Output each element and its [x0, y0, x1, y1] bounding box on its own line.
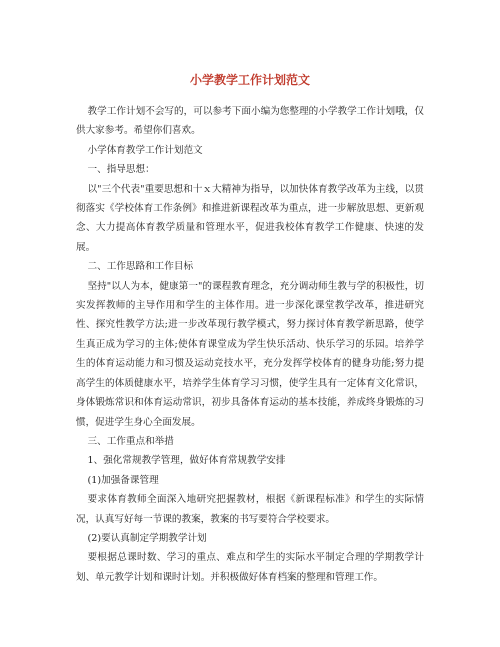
paragraph-semester-plan: 要根据总课时数、学习的重点、难点和学生的实际水平制定合理的学期教学计划、单元教学计划和课时计划。并积极做好体育档案的整理和管理工作。 [76, 552, 424, 583]
heading-key-points: 三、工作重点和举措 [87, 435, 174, 447]
paragraph-work-ideas: 坚持"以人为本，健康第一"的课程教育理念，充分调动师生教与学的积极性，切实发挥教师的主导作用和学生的主体作用。进一步深化课堂教学改革，推进研究性、探究性教学方法;进一步改革现行教学模式，努力探讨体育教学新思路，使学生真正成为学习的主体;使体育课堂成为学生快乐活动、快乐学习的乐园。培养学生的体育运动能力和习惯及运动竞技水平，充分发挥学校体育的健身功能;努力提高学生的体质健康水平，培养学生体育学习习惯，使学生具有一定体育文化常识，身体锻炼常识和体育运动常识，初步具备体育运动的基本技能，养成终身锻炼的习惯，促进学生身心全面发展。 [76, 280, 424, 428]
subheading-lesson-prep: (1)加强备课管理 [87, 474, 159, 486]
intro-paragraph: 教学工作计划不会写的，可以参考下面小编为您整理的小学教学工作计划哦，仅供大家参考。希望你们喜欢。 [76, 106, 424, 137]
heading-guiding-ideology: 一、指导思想： [87, 164, 155, 176]
document-title: 小学教学工作计划范文 [189, 73, 310, 87]
document-body [76, 102, 424, 587]
subheading-teaching-management: 1、强化常规教学管理，做好体育常规教学安排 [87, 455, 286, 467]
paragraph-lesson-prep: 要求体育教师全面深入地研究把握教材，根据《新课程标准》和学生的实际情况，认真写好每一节课的教案，教案的书写要符合学校要求。 [76, 494, 424, 525]
heading-work-ideas: 二、工作思路和工作目标 [87, 261, 194, 273]
section-title: 小学体育教学工作计划范文 [87, 144, 203, 156]
paragraph-guiding-ideology: 以"三个代表"重要思想和十ｘ大精神为指导，以加快体育教学改革为主线，以贯彻落实《学校体育工作条例》和推进新课程改革为重点，进一步解放思想、更新观念、大力提高体育教学质量和管理水平，促进我校体育教学工作健康、快速的发展。 [76, 183, 424, 253]
subheading-semester-plan: (2)要认真制定学期教学计划 [87, 532, 207, 544]
